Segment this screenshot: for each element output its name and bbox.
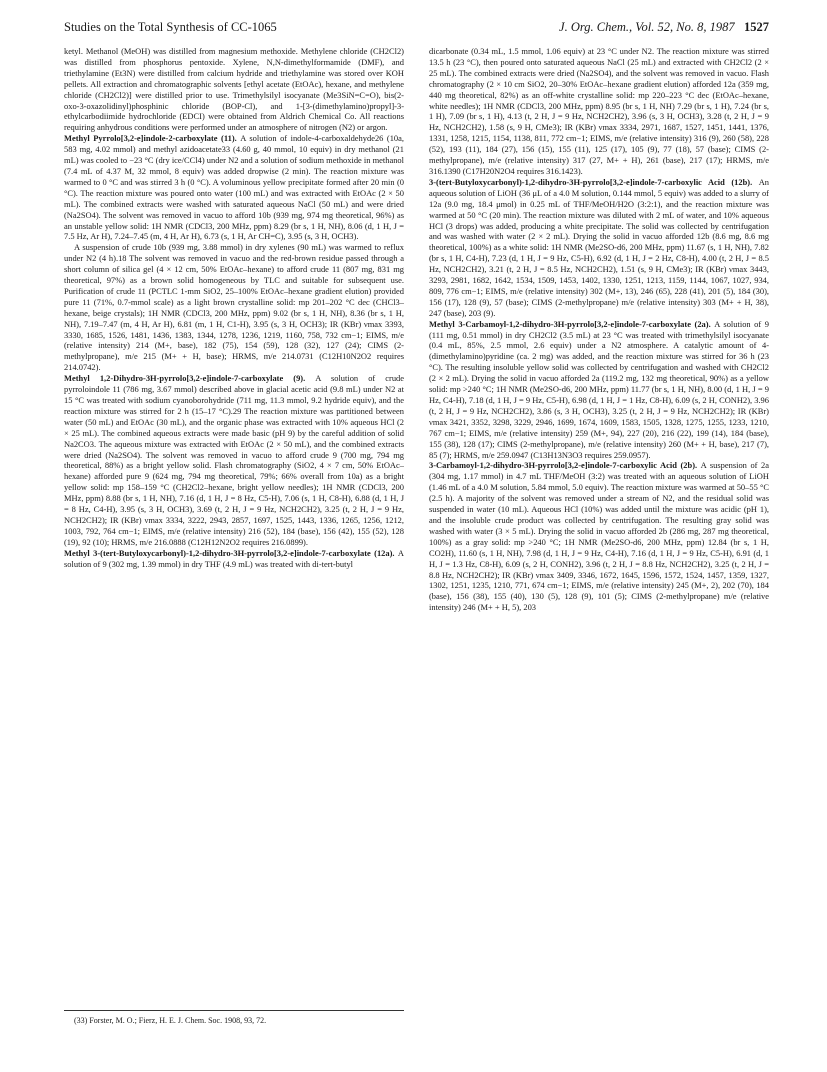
- footnote-divider: [64, 1010, 404, 1011]
- right-column: [429, 46, 769, 1058]
- paragraph-compound-11: A solution of indole-4-carboxaldehyde26 (10a, 583 mg, 4.02 mmol) and methyl azidoacetate33 (4.60 g, 40 mmol, 10 equiv) in dry methanol (21 mL) was cooled to −23 °C (dry ice/CCl4) under N2 and a solution of sodium methoxide in methanol (7.4 mL of 4.37 M, 32 mmol, 8 equiv) was added dropwise (2 min). The reaction mixture was warmed to 0 °C and was stirred 3 h (0 °C). A voluminous yellow precipitate formed after 20 min (0 °C). The reaction mixture was poured onto water (100 mL) and was extracted with EtOAc (2 × 50 mL). The combined extracts were washed with saturated aqueous NaCl (50 mL) and were dried (Na2SO4). The solvent was removed in vacuo to afford 10b (939 mg, 974 mg theoretical, 96%) as an unstable yellow solid: 1H NMR (CDCl3, 200 MHz, ppm) 8.29 (br s, 1 H, NH), 8.06 (d, 1 H, J = 7.5 Hz, Ar H), 7.24–7.45 (m, 4 H, Ar H), 6.73 (s, 1 H, Ar CH=C), 3.95 (s, 3 H, OCH3).: [64, 133, 404, 242]
- running-header: [64, 20, 769, 38]
- heading-compound-2a: Methyl 3-Carbamoyl-1,2-dihydro-3H-pyrrolo[3,2-e]indole-7-carboxylate (2a).: [429, 318, 715, 329]
- heading-compound-12b: 3-(tert-Butyloxycarbonyl)-1,2-dihydro-3H-pyrrolo[3,2-e]indole-7-carboxylic Acid (12b).: [429, 176, 759, 187]
- journal-citation: J. Org. Chem., Vol. 52, No. 8, 1987: [559, 20, 735, 34]
- paragraph-compound-9: A solution of crude pyrroloindole 11 (786 mg, 3.67 mmol) described above in glacial acetic acid (9.8 mL) under N2 at 15 °C was treated with sodium cyanoborohydride (711 mg, 11.3 mmol, 9.2 hydride equiv), and the reaction mixture was stirred for 2 h (15–17 °C).29 The reaction mixture was partitioned between water (50 mL) and EtOAc (30 mL), and the organic phase was extracted with 10% aqueous HCl (2 × 25 mL). The combined aqueous extracts were made basic (pH 9) by the careful addition of solid Na2CO3. The aqueous mixture was extracted with EtOAc (2 × 50 mL), and the combined extracts were dried (Na2SO4). The solvent was removed in vacuo to afford crude 9 (700 mg, 794 mg theoretical, 88%) as a bright yellow solid. Flash chromatography (SiO2, 4 × 7 cm, 50% EtOAc–hexane) afforded pure 9 (624 mg, 794 mg theoretical, 79%; 66% overall from 10a) as a bright yellow solid: mp 158–159 °C (CH2Cl2–hexane, bright yellow needles); 1H NMR (CDCl3, 200 MHz, ppm) 8.88 (br s, 1 H, NH), 7.16 (d, 1 H, J = 8 Hz, C5-H), 7.06 (s, 1 H, C8-H), 6.88 (d, 1 H, J = 8 Hz, C4-H), 3.95 (s, 3 H, OCH3), 3.69 (t, 2 H, J = 9 Hz, NCH2CH2), 3.25 (t, 2 H, J = 9 Hz, NCH2CH2); IR (KBr) νmax 3334, 3222, 2943, 2857, 1697, 1525, 1443, 1336, 1265, 1256, 1212, 1003, 792, 764 cm−1; EIMS, m/e (relative intensity) 216 (52), 184 (base), 156 (42), 155 (52), 128 (19), 92 (10); HRMS, m/e 216.0888 (C12H12N2O2 requires 216.0899).: [64, 373, 404, 547]
- heading-compound-2b: 3-Carbamoyl-1,2-dihydro-3H-pyrrolo[3,2-e]indole-7-carboxylic Acid (2b).: [429, 460, 701, 471]
- running-header-journal: [559, 20, 769, 35]
- paragraph-compound-11-b: A suspension of crude 10b (939 mg, 3.88 mmol) in dry xylenes (90 mL) was warmed to reflux under N2 (4 h).18 The solvent was removed in vacuo and the red-brown residue passed through a short column of silica gel (4 × 12 cm, 50% EtOAc–hexane) to afford crude 11 (807 mg, 831 mg theoretical, 97%) as a brown solid homogeneous by TLC and suitable for subsequent use. Purification of crude 11 (PCTLC 1-mm SiO2, 25–100% EtOAc–hexane gradient elution) provided pure 11 (71%, 0.7-mmol scale) as a light brown crystalline solid: mp 201–202 °C dec (CHCl3–hexane, beige crystals); 1H NMR (CDCl3, 200 MHz, ppm) 9.02 (br s, 1 H, NH), 8.36 (br s, 1 H, NH), 7.19–7.47 (m, 4 H, Ar H), 6.81 (m, 1 H, C1-H), 3.95 (s, 3 H, OCH3); IR (KBr) νmax 3393, 3330, 1685, 1526, 1481, 1436, 1383, 1344, 1278, 1236, 1219, 1160, 758, 732 cm−1; EIMS, m/e (relative intensity) 214 (M+, base), 182 (75), 154 (59), 128 (32), 127 (24); CIMS (2-methylpropane), m/e 215 (M+ + H, base); HRMS, m/e 214.0731 (C12H10N2O2 requires 214.0742).: [64, 242, 404, 373]
- paragraph-compound-12a: A solution of 9 (302 mg, 1.39 mmol) in dry THF (4.9 mL) was treated with di-tert-butyl: [64, 547, 404, 569]
- paragraph-compound-12a-cont: dicarbonate (0.34 mL, 1.5 mmol, 1.06 equiv) at 23 °C under N2. The reaction mixture was stirred 13.5 h (23 °C), then poured onto saturated aqueous NaCl (25 mL) and extracted with CH2Cl2 (2 × 25 mL). The combined extracts were dried (Na2SO4), and the solvent was removed in vacuo. Flash chromatography (2 × 10 cm SiO2, 20–30% EtOAc–hexane gradient elution) afforded 12a (359 mg, 440 mg theoretical, 82%) as an off-white crystalline solid: mp 220–223 °C dec (EtOAc–hexane, white needles); 1H NMR (CDCl3, 200 MHz, ppm) 8.95 (br s, 1 H, NH) 7.29 (br s, 1 H), 7.24 (br s, 1 H), 7.09 (br s, 1 H), 4.13 (t, 2 H, J = 9 Hz, NCH2CH2), 3.96 (s, 3 H, OCH3), 3.28 (t, 2 H, J = 9 Hz, NCH2CH2), 1.58 (s, 9 H, CMe3); IR (KBr) νmax 3334, 2971, 1687, 1527, 1451, 1441, 1376, 1331, 1258, 1215, 1154, 1138, 811, 772 cm−1; EIMS, m/e (relative intensity) 316 (9), 260 (58), 228 (52), 193 (11), 184 (27), 156 (15), 155 (11), 125 (17), 105 (9), 77 (18), 57 (base); CIMS (2-methylpropane), m/e (relative intensity) 317 (27, M+ + H), 261 (base), 217 (17); HRMS, m/e 316.1390 (C17H20N2O4 requires 316.1423).: [429, 46, 769, 176]
- paragraph-compound-12b: An aqueous solution of LiOH (36 μL of a 4.0 M solution, 0.144 mmol, 5 equiv) was added to a slurry of 12a (9.0 mg, 18.4 μmol) in 0.25 mL of THF/MeOH/H2O (3:2:1), and the reaction mixture was warmed at 50 °C (20 min). The reaction mixture was diluted with 2 mL of water, and 10% aqueous HCl (3 drops) was added, producing a white precipitate. The solid was collected by centrifugation and was washed with water (2 × 2 mL). Drying the solid in vacuo afforded 12b (8.6 mg, 8.6 mg theoretical, 100%) as a white solid: 1H NMR (Me2SO-d6, 200 MHz, ppm) 11.67 (s, 1 H, NH), 7.82 (br s, 1 H, C4-H), 7.23 (d, 1 H, J = 9 Hz, C5-H), 6.92 (d, 1 H, J = 2 Hz, C8-H), 4.00 (t, 2 H, J = 8.5 Hz, NCH2CH2), 3.21 (t, 2 H, J = 8.5 Hz, NCH2CH2), 1.51 (s, 9 H, CMe3); IR (KBr) νmax 3443, 3293, 2981, 1682, 1642, 1534, 1509, 1453, 1402, 1330, 1251, 1213, 1159, 1144, 1067, 1027, 934, 809, 776 cm−1; EIMS, m/e (relative intensity) 302 (M+, 13), 246 (65), 228 (41), 201 (5), 184 (30), 156 (17), 128 (9), 57 (base); CIMS (2-methylpropane) m/e (relative intensity) 303 (M+ + H, 38), 247 (base), 203 (9).: [429, 176, 769, 318]
- heading-compound-9: Methyl 1,2-Dihydro-3H-pyrrolo[3,2-e]indole-7-carboxylate (9).: [64, 373, 316, 384]
- paragraph-compound-2a: A solution of 9 (111 mg, 0.51 mmol) in dry CH2Cl2 (3.5 mL) at 23 °C was treated with trimethylsilyl isocyanate (0.4 mL, 85%, 2.5 mmol, 2.6 equiv) under a N2 atmosphere. A catalytic amount of 4-(dimethylamino)pyridine (ca. 2 mg) was added, and the reaction mixture was stirred for 36 h (23 °C). The resulting insoluble yellow solid was collected by centrifugation and washed with CH2Cl2 (2 × 2 mL). Drying the solid in vacuo afforded 2a (119.2 mg, 132 mg theoretical, 90%) as a yellow solid: mp >240 °C; 1H NMR (Me2SO-d6, 200 MHz, ppm) 11.77 (br s, 1 H, NH), 8.00 (d, 1 H, J = 9 Hz, C4-H), 7.18 (d, 1 H, J = 9 Hz, C5-H), 6.98 (d, 1 H, J = 1 Hz, C8-H), 6.09 (s, 2 H, CONH2), 3.96 (t, 2 H, J = 9 Hz, NCH2CH2), 3.86 (s, 3 H, OCH3), 3.25 (t, 2 H, J = 9 Hz, NCH2CH2); IR (KBr) νmax 3421, 3352, 3298, 3229, 2946, 1699, 1674, 1609, 1583, 1505, 1328, 1275, 1255, 1233, 1210, 767 cm−1; EIMS, m/e (relative intensity) 259 (M+, 94), 227 (20), 216 (22), 199 (14), 184 (base), 155 (38), 128 (17); CIMS (2-methylpropane), m/e (relative intensity) 260 (M+ + H, base), 217 (7), 85 (7); HRMS, m/e 259.0947 (C13H13N3O3 requires 259.0957).: [429, 318, 769, 460]
- left-column: [64, 46, 404, 1058]
- page-number: 1527: [744, 20, 769, 34]
- paragraph-solvents: ketyl. Methanol (MeOH) was distilled from magnesium methoxide. Methylene chloride (CH2Cl2) was distilled from phosphorus pentoxide. Xylene, N,N-dimethylformamide (DMF), and triethylamine (Et3N) were distilled from calcium hydride and triethylamine was stored over KOH pellets. All extraction and chromatographic solvents [ethyl acetate (EtOAc), hexane, and methylene chloride (CH2Cl2)] were distilled prior to use. Trimethylsilyl isocyanate (Me3SiN=C=O), bis(2-oxo-3-oxazolidinyl)phosphinic chloride (BOP-Cl), and 1-[3-(dimethylamino)propyl]-3-ethylcarbodiimide hydrochloride (EDCI) were obtained from Aldrich Chemical Co. All reactions requiring anhydrous conditions were performed under an atmosphere of nitrogen (N2) or argon.: [64, 46, 404, 133]
- heading-compound-11: Methyl Pyrrolo[3,2-e]indole-2-carboxylate (11).: [64, 133, 241, 144]
- running-header-title: Studies on the Total Synthesis of CC-1065: [64, 20, 277, 34]
- footnote-33: (33) Forster, M. O.; Fierz, H. E. J. Chem. Soc. 1908, 93, 72.: [74, 1016, 267, 1025]
- paragraph-compound-2b: A suspension of 2a (304 mg, 1.17 mmol) in 4.7 mL THF/MeOH (3:2) was treated with an aqueous solution of LiOH (1.46 mL of a 4.0 M solution, 5.84 mmol, 5.0 equiv). The reaction mixture was warmed at 50–55 °C (2.5 h). A majority of the solvent was removed under a stream of N2, and the residual solid was suspended in water (10 mL). Aqueous HCl (10%) was added until the mixture was acidic (pH 1), and the insoluble crude product was collected by centrifugation. The resulting gray solid was washed with water (3 × 5 mL). Drying the solid in vacuo afforded 2b (286 mg, 287 mg theoretical, 100%) as a gray solid: mp >240 °C; 1H NMR (Me2SO-d6, 200 MHz, ppm) 12.84 (br s, 1 H, CO2H), 11.60 (s, 1 H, NH), 7.98 (d, 1 H, J = 9 Hz, C4-H), 7.16 (d, 1 H, J = 9 Hz, C5-H), 6.91 (d, 1 H, J = 1.3 Hz, C8-H), 6.09 (s, 2 H, CONH2), 3.96 (t, 2 H, J = 8.8 Hz, NCH2CH2), 3.25 (t, 2 H, J = 8.8 Hz, NCH2CH2); IR (KBr) νmax 3409, 3346, 1672, 1645, 1596, 1572, 1524, 1457, 1359, 1327, 1302, 1251, 1235, 1210, 771, 674 cm−1; EIMS, m/e (relative intensity) 245 (M+, 2), 202 (70), 184 (base), 156 (38), 155 (40), 130 (5), 128 (9), 101 (5); CIMS (2-methylpropane) m/e (relative intensity) 246 (M+ + H, 5), 203: [429, 460, 769, 613]
- heading-compound-12a: Methyl 3-(tert-Butyloxycarbonyl)-1,2-dihydro-3H-pyrrolo[3,2-e]indole-7-carboxylate (12a).: [64, 547, 398, 558]
